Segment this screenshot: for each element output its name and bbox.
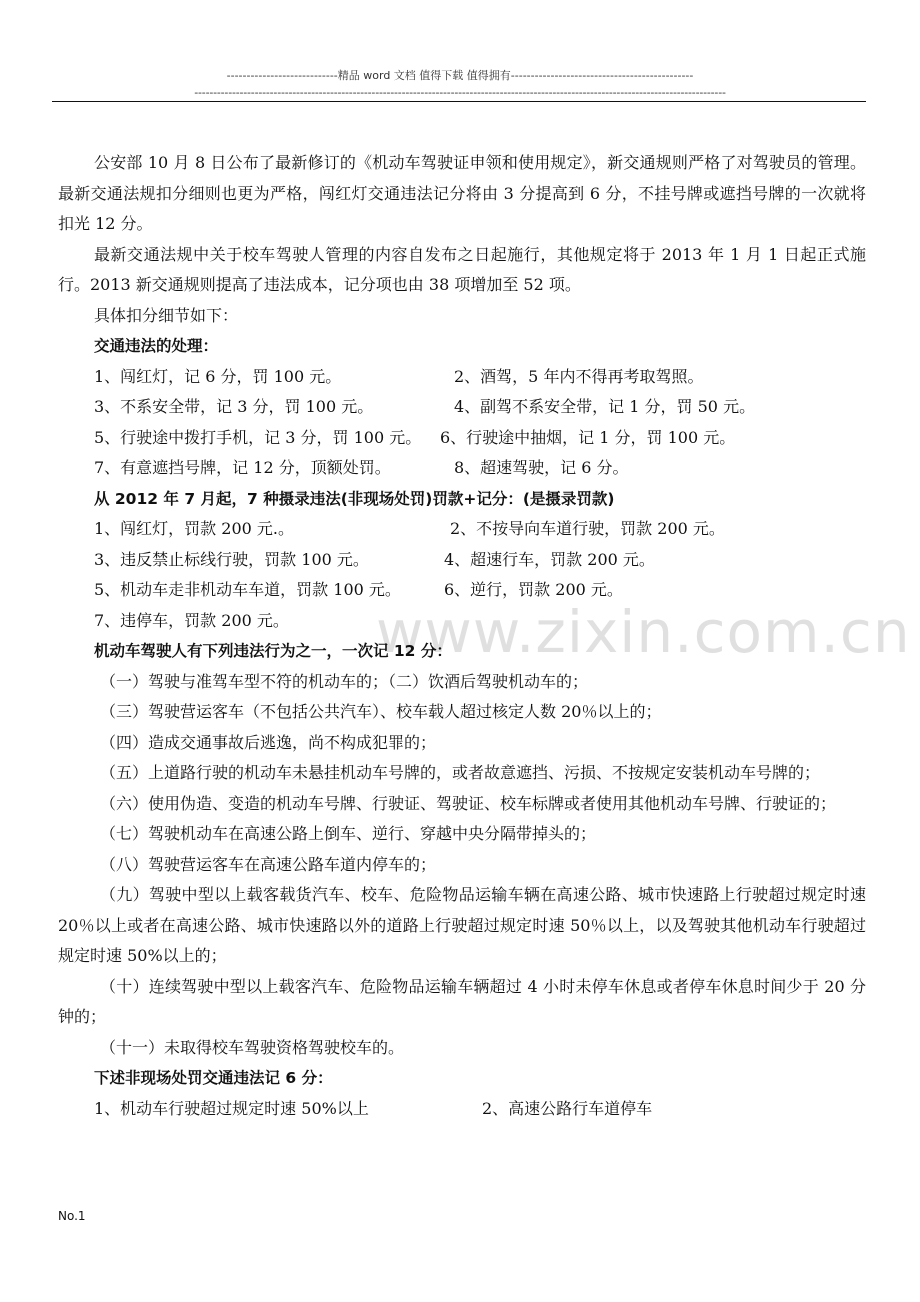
watermark: www.zixin.com.cn — [376, 598, 911, 666]
section2-row — [58, 606, 866, 637]
section3-heading: 机动车驾驶人有下列违法行为之一，一次记 12 分： — [94, 642, 452, 660]
rule-item: 6、逆行，罚款 200 元。 — [444, 580, 623, 599]
header-rule — [52, 101, 866, 102]
intro-paragraph-2: 最新交通法规中关于校车驾驶人管理的内容自发布之日起施行，其他规定将于 2013 年 1 月 1 日起正式施行。2013 新交通规则提高了违法成本，记分项也由 38 项增加至 52 项。 — [58, 244, 866, 294]
section4-row — [58, 1094, 866, 1125]
header-dash-line: --------------------------------------------------------------------------------------------------------------------------------------------- — [194, 86, 726, 99]
section2-heading: 从 2012 年 7 月起，7 种摄录违法(非现场处罚)罚款+记分：(是摄录罚款) — [94, 489, 615, 508]
violation-item: （七）驾驶机动车在高速公路上倒车、逆行、穿越中央分隔带掉头的； — [100, 824, 597, 843]
rule-item: 1、机动车行驶超过规定时速 50%以上 — [94, 1098, 369, 1118]
rule-item: 5、行驶途中拨打手机，记 3 分，罚 100 元。 — [94, 427, 422, 447]
rule-item: 8、超速驾驶，记 6 分。 — [454, 458, 629, 477]
section1-row — [58, 453, 866, 484]
section4-heading: 下述非现场处罚交通违法记 6 分： — [94, 1069, 333, 1087]
rule-item: 2、高速公路行车道停车 — [482, 1098, 653, 1118]
rule-item: 1、闯红灯，罚款 200 元.。 — [94, 519, 294, 538]
violation-item: （九）驾驶中型以上载客载货汽车、校车、危险物品运输车辆在高速公路、城市快速路上行驶超过规定时速 20％以上或者在高速公路、城市快速路以外的道路上行驶超过规定时速 50％以上，以及驾驶其他机动车行驶超过规定时速 50%以上的； — [58, 885, 866, 965]
rule-item: 2、酒驾，5 年内不得再考取驾照。 — [454, 366, 704, 386]
rule-item: 3、违反禁止标线行驶，罚款 100 元。 — [94, 549, 369, 569]
intro-paragraph-3: 具体扣分细节如下： — [94, 305, 239, 325]
section1-heading: 交通违法的处理： — [94, 337, 219, 355]
rule-item: 1、闯红灯，记 6 分，罚 100 元。 — [94, 366, 342, 386]
section2-row — [58, 545, 866, 576]
rule-item: 2、不按导向车道行驶，罚款 200 元。 — [450, 519, 725, 538]
rule-item: 6、行驶途中抽烟，记 1 分，罚 100 元。 — [440, 427, 736, 447]
violation-item: （八）驾驶营运客车在高速公路车道内停车的； — [100, 854, 437, 874]
violation-item: （一）驾驶与准驾车型不符的机动车的；（二）饮酒后驾驶机动车的； — [100, 671, 589, 691]
section1-row — [58, 423, 866, 454]
intro-paragraph-1: 公安部 10 月 8 日公布了最新修订的《机动车驾驶证申领和使用规定》，新交通规则严格了对驾驶员的管理。最新交通法规扣分细则也更为严格，闯红灯交通违法记分将由 3 分提高到 6 分，不挂号牌或遮挡号牌的一次就将扣光 12 分。 — [58, 153, 866, 233]
page-number: No.1 — [58, 1209, 86, 1223]
violation-item: （三）驾驶营运客车（不包括公共汽车）、校车载人超过核定人数 20％以上的； — [100, 702, 662, 721]
rule-item: 7、违停车，罚款 200 元。 — [94, 610, 289, 630]
violation-item: （四）造成交通事故后逃逸，尚不构成犯罪的； — [100, 732, 437, 752]
section2-row — [58, 514, 866, 545]
section1-row — [58, 362, 866, 393]
section1-row — [58, 392, 866, 423]
rule-item: 5、机动车走非机动车车道，罚款 100 元。 — [94, 580, 401, 599]
violation-item: （五）上道路行驶的机动车未悬挂机动车号牌的，或者故意遮挡、污损、不按规定安装机动车号牌的； — [100, 763, 821, 782]
violation-item: （六）使用伪造、变造的机动车号牌、行驶证、驾驶证、校车标牌或者使用其他机动车号牌、行驶证的； — [100, 793, 837, 813]
rule-item: 4、超速行车，罚款 200 元。 — [444, 549, 655, 569]
rule-item: 3、不系安全带，记 3 分，罚 100 元。 — [94, 397, 374, 416]
header-banner: ----------------------------精品 word 文档 值得下载 值得拥有---------------------------------------------- — [226, 69, 694, 82]
violation-item: （十）连续驾驶中型以上载客汽车、危险物品运输车辆超过 4 小时未停车休息或者停车休息时间少于 20 分钟的； — [58, 976, 866, 1026]
document-body — [58, 148, 866, 1124]
violation-item: （十一）未取得校车驾驶资格驾驶校车的。 — [100, 1037, 405, 1057]
rule-item: 4、副驾不系安全带，记 1 分，罚 50 元。 — [454, 397, 756, 416]
section2-row — [58, 575, 866, 606]
rule-item: 7、有意遮挡号牌，记 12 分，顶额处罚。 — [94, 458, 391, 477]
